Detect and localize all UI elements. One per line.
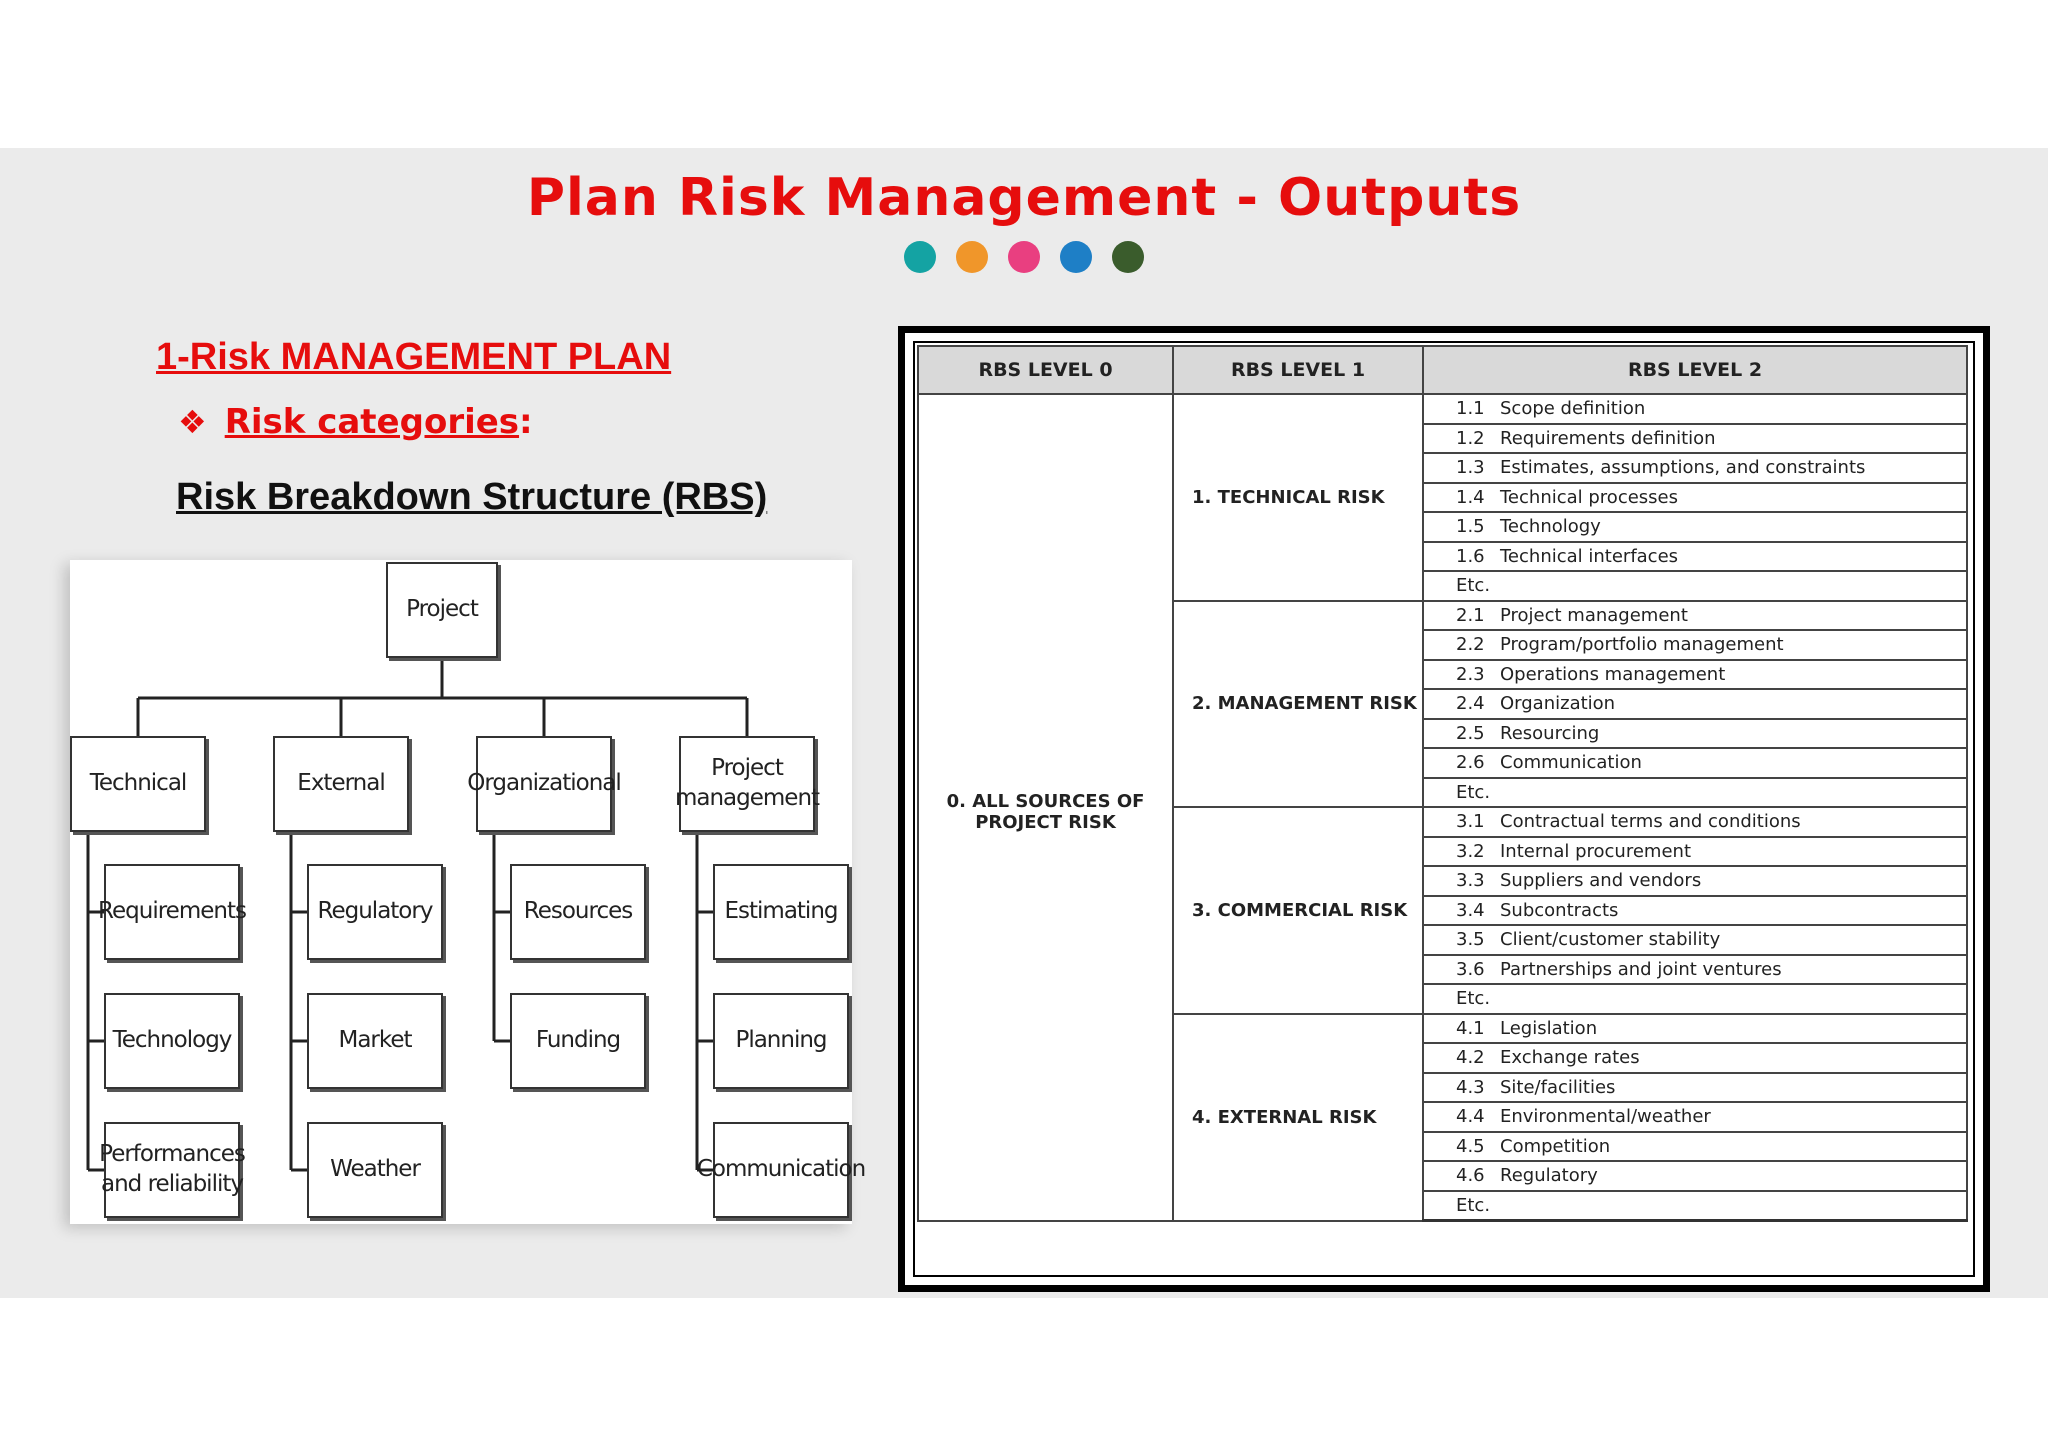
level2-cell [1423,453,1967,483]
tree-node-child: Resources [510,864,646,960]
rbs-tree-diagram [70,560,866,1224]
level2-number: 1.4 [1456,486,1485,508]
level1-cell: 3. COMMERCIAL RISK [1173,807,1423,1014]
level2-cell [1423,512,1967,542]
level2-cell [1423,424,1967,454]
tree-node-root: Project [386,562,498,658]
tree-node-child: Planning [713,993,849,1089]
level1-cell: 2. MANAGEMENT RISK [1173,601,1423,808]
rbs-title: Risk Breakdown Structure (RBS) [176,476,768,518]
level2-label: Project management [1500,604,1688,626]
tree-node-category-1: Technical [70,736,206,832]
tree-node-child: Market [307,993,443,1089]
tree-node-child: Weather [307,1122,443,1218]
level2-number: 4.3 [1456,1076,1485,1098]
risk-categories-label: Risk categories: [224,402,533,442]
level2-label: Program/portfolio management [1500,634,1784,656]
level2-label: Resourcing [1500,722,1600,744]
level0-cell: 0. ALL SOURCES OF PROJECT RISK [918,394,1173,1221]
level2-label: Contractual terms and conditions [1500,811,1801,833]
level2-cell [1423,689,1967,719]
color-dot-3 [1008,241,1040,273]
header-level-0: RBS LEVEL 0 [918,346,1173,394]
level2-cell [1423,837,1967,867]
level1-cell: 4. EXTERNAL RISK [1173,1014,1423,1221]
color-dot-2 [956,241,988,273]
tree-node-child: Regulatory [307,864,443,960]
level2-cell [1423,984,1967,1014]
level2-number: 2.5 [1456,722,1485,744]
level2-label: Requirements definition [1500,427,1716,449]
level2-label: Organization [1500,693,1616,715]
level2-label: Site/facilities [1500,1076,1616,1098]
level2-label: Etc. [1456,781,1491,803]
page-title: Plan Risk Management - Outputs [526,168,1522,228]
level2-number: 2.6 [1456,752,1485,774]
tree-node-child: Funding [510,993,646,1089]
level2-label: Exchange rates [1500,1047,1640,1069]
level2-label: Scope definition [1500,398,1646,420]
level2-label: Internal procurement [1500,840,1691,862]
level2-label: Technical processes [1500,486,1678,508]
level2-label: Client/customer stability [1500,929,1721,951]
level2-cell [1423,748,1967,778]
level2-label: Environmental/weather [1500,1106,1711,1128]
level2-cell [1423,896,1967,926]
tree-node-child: Performances and reliability [104,1122,240,1218]
tree-node-category-3: Organizational [476,736,612,832]
level2-number: 3.1 [1456,811,1485,833]
level2-cell [1423,571,1967,601]
level2-label: Regulatory [1500,1165,1598,1187]
level2-cell [1423,483,1967,513]
color-dot-1 [904,241,936,273]
level2-number: 1.2 [1456,427,1485,449]
level2-label: Legislation [1500,1017,1598,1039]
level2-cell [1423,1191,1967,1221]
level2-number: 4.2 [1456,1047,1485,1069]
section-heading: 1-Risk MANAGEMENT PLAN [156,336,672,378]
level2-label: Technical interfaces [1500,545,1679,567]
level2-number: 3.4 [1456,899,1485,921]
level2-number: 3.5 [1456,929,1485,951]
level2-label: Operations management [1500,663,1726,685]
level2-cell [1423,1161,1967,1191]
level2-number: 4.4 [1456,1106,1485,1128]
level2-label: Partnerships and joint ventures [1500,958,1782,980]
level2-number: 4.1 [1456,1017,1485,1039]
level2-cell [1423,630,1967,660]
level2-cell [1423,719,1967,749]
level2-number: 2.1 [1456,604,1485,626]
tree-node-child: Communication [713,1122,849,1218]
risk-categories-line [178,402,533,442]
level2-cell [1423,955,1967,985]
level2-cell [1423,778,1967,808]
level2-cell [1423,542,1967,572]
diamond-bullet-icon: ❖ [178,403,207,441]
level2-number: 1.1 [1456,398,1485,420]
level2-cell [1423,866,1967,896]
level2-number: 4.6 [1456,1165,1485,1187]
level1-cell: 1. TECHNICAL RISK [1173,394,1423,601]
tree-node-child: Estimating [713,864,849,960]
level2-number: 4.5 [1456,1135,1485,1157]
level2-cell [1423,925,1967,955]
level2-number: 3.2 [1456,840,1485,862]
level2-number: 2.4 [1456,693,1485,715]
level2-label: Etc. [1456,575,1491,597]
color-dots [904,241,1144,273]
level2-cell [1423,1043,1967,1073]
level2-cell [1423,1132,1967,1162]
level2-label: Suppliers and vendors [1500,870,1702,892]
color-dot-5 [1112,241,1144,273]
level2-cell [1423,807,1967,837]
tree-node-category-4: Project management [679,736,815,832]
level2-label: Competition [1500,1135,1611,1157]
level2-label: Etc. [1456,988,1491,1010]
level2-number: 3.3 [1456,870,1485,892]
level2-cell [1423,1102,1967,1132]
level2-number: 3.6 [1456,958,1485,980]
level2-cell [1423,1073,1967,1103]
level2-number: 1.6 [1456,545,1485,567]
level2-label: Etc. [1456,1194,1491,1216]
rbs-table-frame [898,326,1990,1292]
header-level-1: RBS LEVEL 1 [1173,346,1423,394]
tree-node-child: Requirements [104,864,240,960]
level2-number: 1.3 [1456,457,1485,479]
level2-label: Subcontracts [1500,899,1619,921]
level2-number: 2.3 [1456,663,1485,685]
level2-cell [1423,1014,1967,1044]
level2-number: 1.5 [1456,516,1485,538]
level2-label: Communication [1500,752,1642,774]
tree-node-child: Technology [104,993,240,1089]
tree-node-category-2: External [273,736,409,832]
level2-label: Technology [1500,516,1601,538]
table-row [918,394,1967,424]
color-dot-4 [1060,241,1092,273]
level2-cell [1423,394,1967,424]
level2-cell [1423,660,1967,690]
level2-cell [1423,601,1967,631]
level2-label: Estimates, assumptions, and constraints [1500,457,1866,479]
header-level-2: RBS LEVEL 2 [1423,346,1967,394]
level2-number: 2.2 [1456,634,1485,656]
rbs-table [917,345,1968,1222]
